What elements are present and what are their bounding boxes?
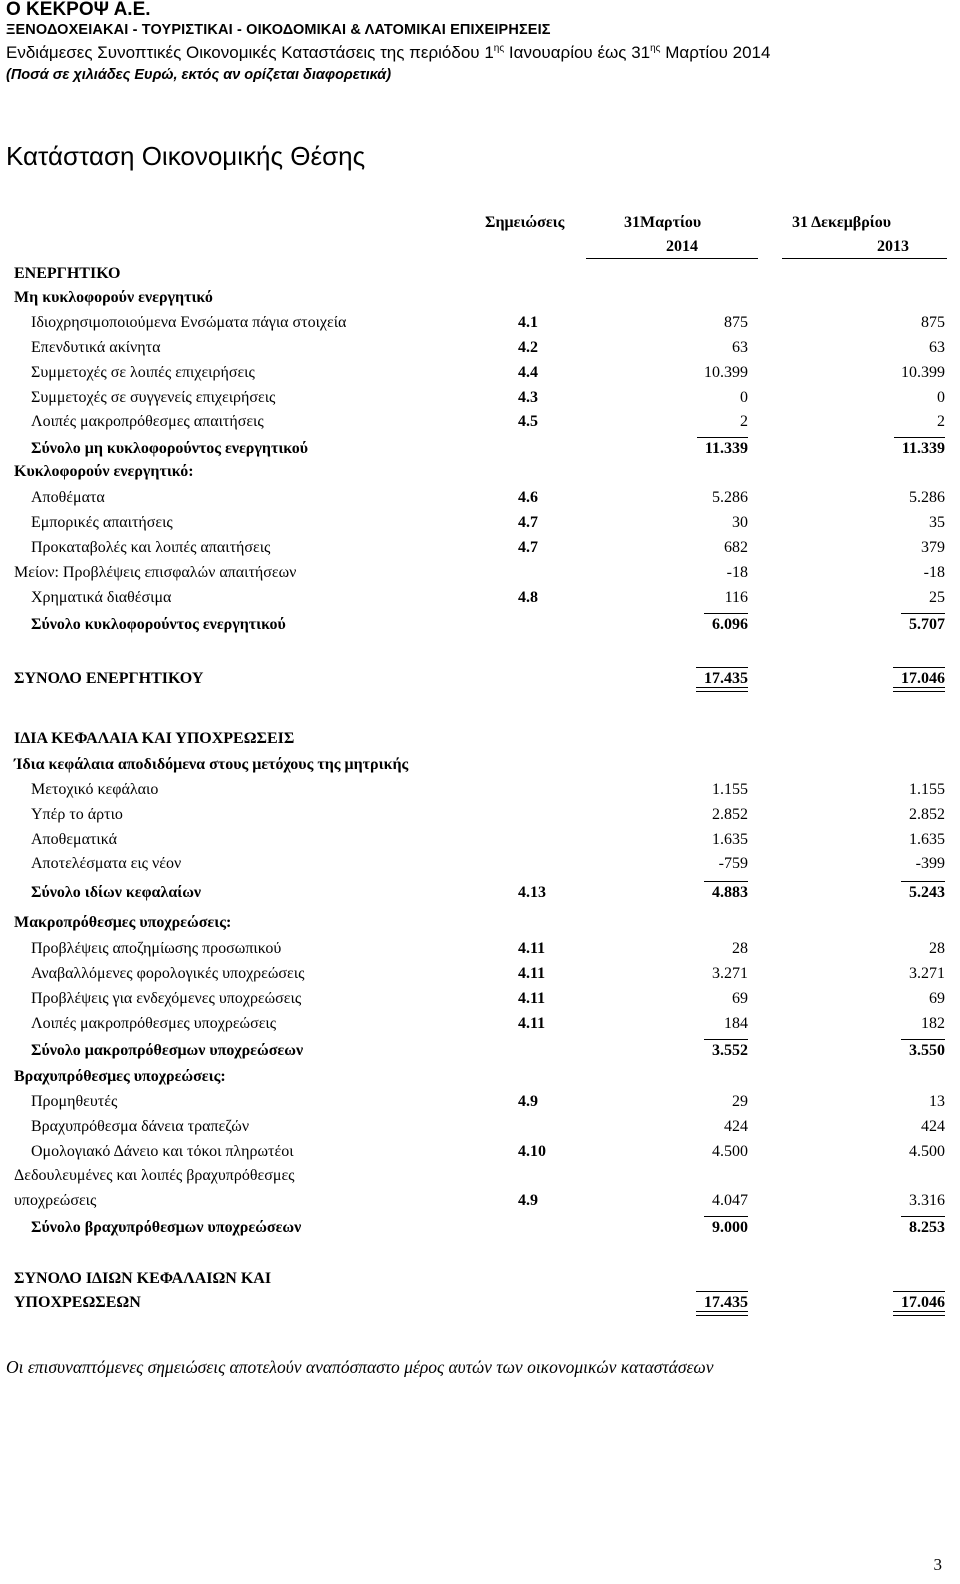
row-note: 4.8 bbox=[518, 589, 538, 606]
row-label: Λοιπές μακροπρόθεσμες υποχρεώσεις bbox=[31, 1015, 277, 1032]
subtotal-row bbox=[0, 1042, 960, 1066]
column-header-current-year: 2014 bbox=[666, 238, 698, 255]
row-label: Μακροπρόθεσμες υποχρεώσεις: bbox=[14, 914, 232, 931]
row-label: Εμπορικές απαιτήσεις bbox=[31, 514, 173, 531]
subtotal-row bbox=[0, 440, 960, 464]
row-label: Αναβαλλόμενες φορολογικές υποχρεώσεις bbox=[31, 965, 305, 982]
table-row bbox=[0, 413, 960, 437]
table-row bbox=[0, 781, 960, 805]
row-value-2013: 379 bbox=[921, 539, 945, 556]
row-value-2013: -18 bbox=[923, 564, 945, 581]
row-value-2014: 6.096 bbox=[712, 616, 748, 633]
row-value-2013: 69 bbox=[929, 990, 945, 1007]
table-row bbox=[0, 990, 960, 1014]
row-value-2013: 17.046 bbox=[901, 1294, 945, 1311]
subtotal-row bbox=[0, 884, 960, 908]
row-value-2013: 35 bbox=[929, 514, 945, 531]
row-value-2013: 11.339 bbox=[901, 440, 945, 457]
row-note: 4.1 bbox=[518, 314, 538, 331]
row-note: 4.11 bbox=[518, 940, 546, 957]
row-value-2013: 424 bbox=[921, 1118, 945, 1135]
table-row bbox=[0, 1270, 960, 1294]
table-row bbox=[0, 339, 960, 363]
header-underline-current bbox=[586, 258, 758, 259]
table-row bbox=[0, 914, 960, 938]
company-activities: ΞΕΝΟΔΟΧΕΙΑΚΑΙ - ΤΟΥΡΙΣΤΙΚΑΙ - ΟΙΚΟΔΟΜΙΚΑΙ & ΛΑΤΟΜΙΚΑΙ ΕΠΙΧΕΙΡΗΣΕΙΣ bbox=[6, 22, 551, 38]
table-row bbox=[0, 1143, 960, 1167]
table-row bbox=[0, 1192, 960, 1216]
row-value-2014: 29 bbox=[732, 1093, 748, 1110]
table-row bbox=[0, 1118, 960, 1142]
row-label: Κυκλοφορούν ενεργητικό: bbox=[14, 463, 194, 480]
row-note: 4.5 bbox=[518, 413, 538, 430]
subtotal-row bbox=[0, 1219, 960, 1243]
row-value-2014: 116 bbox=[724, 589, 748, 606]
table-row bbox=[0, 1015, 960, 1039]
table-row bbox=[0, 965, 960, 989]
sheet-title: Κατάσταση Οικονομικής Θέσης bbox=[6, 141, 366, 171]
row-value-2013: 8.253 bbox=[909, 1219, 945, 1236]
row-value-2013: 13 bbox=[929, 1093, 945, 1110]
table-row bbox=[0, 489, 960, 513]
row-label: ΥΠΟΧΡΕΩΣΕΩΝ bbox=[14, 1294, 141, 1311]
table-row bbox=[0, 364, 960, 388]
period-text-c: Μαρτίου 2014 bbox=[660, 43, 771, 62]
column-header-prior-year: 2013 bbox=[877, 238, 909, 255]
row-label: Σύνολο βραχυπρόθεσμων υποχρεώσεων bbox=[31, 1219, 302, 1236]
row-label: ΣΥΝΟΛΟ ΕΝΕΡΓΗΤΙΚΟΥ bbox=[14, 670, 204, 687]
row-value-2014: 17.435 bbox=[704, 670, 748, 687]
row-label: Αποθέματα bbox=[31, 489, 105, 506]
row-value-2013: 17.046 bbox=[901, 670, 945, 687]
row-value-2013: 3.550 bbox=[909, 1042, 945, 1059]
row-label: ΕΝΕΡΓΗΤΙΚΟ bbox=[14, 265, 121, 282]
row-value-2013: 10.399 bbox=[901, 364, 945, 381]
row-label: Λοιπές μακροπρόθεσμες απαιτήσεις bbox=[31, 413, 264, 430]
table-row bbox=[0, 1167, 960, 1191]
row-value-2014: 4.883 bbox=[712, 884, 748, 901]
row-label: Αποθεματικά bbox=[31, 831, 118, 848]
row-value-2014: 10.399 bbox=[704, 364, 748, 381]
row-value-2014: 875 bbox=[724, 314, 748, 331]
period-text-a: Ενδιάμεσες Συνοπτικές Οικονομικές Καταστάσεις της περιόδου 1 bbox=[6, 43, 494, 62]
table-row bbox=[0, 314, 960, 338]
row-value-2013: 28 bbox=[929, 940, 945, 957]
row-label: Μη κυκλοφορούν ενεργητικό bbox=[14, 289, 213, 306]
row-note: 4.6 bbox=[518, 489, 538, 506]
period-text-b: Ιανουαρίου έως 31 bbox=[504, 43, 651, 62]
header-underline-prior bbox=[782, 258, 947, 259]
row-value-2013: 3.271 bbox=[909, 965, 945, 982]
row-label: ΙΔΙΑ ΚΕΦΑΛΑΙΑ ΚΑΙ ΥΠΟΧΡΕΩΣΕΙΣ bbox=[14, 730, 295, 747]
row-value-2014: -18 bbox=[726, 564, 748, 581]
row-value-2014: 30 bbox=[732, 514, 748, 531]
row-value-2014: 424 bbox=[724, 1118, 748, 1135]
row-value-2013: 1.635 bbox=[909, 831, 945, 848]
row-value-2013: 5.707 bbox=[909, 616, 945, 633]
table-row bbox=[0, 940, 960, 964]
row-label: Χρηματικά διαθέσιμα bbox=[31, 589, 172, 606]
table-row bbox=[0, 730, 960, 754]
table-row bbox=[0, 539, 960, 563]
row-label: Βραχυπρόθεσμα δάνεια τραπεζών bbox=[31, 1118, 250, 1135]
row-value-2014: 69 bbox=[732, 990, 748, 1007]
row-value-2013: 25 bbox=[929, 589, 945, 606]
table-row bbox=[0, 564, 960, 588]
row-value-2014: 63 bbox=[732, 339, 748, 356]
row-value-2013: -399 bbox=[915, 855, 945, 872]
table-row bbox=[0, 389, 960, 413]
table-row bbox=[0, 589, 960, 613]
row-label: Προβλέψεις για ενδεχόμενες υποχρεώσεις bbox=[31, 990, 302, 1007]
row-value-2014: 1.155 bbox=[712, 781, 748, 798]
row-label: Ιδιοχρησιμοποιούμενα Ενσώματα πάγια στοιχεία bbox=[31, 314, 347, 331]
row-label: Συμμετοχές σε συγγενείς επιχειρήσεις bbox=[31, 389, 276, 406]
column-header-notes: Σημειώσεις bbox=[485, 214, 565, 231]
row-value-2013: 182 bbox=[921, 1015, 945, 1032]
subtotal-row bbox=[0, 616, 960, 640]
table-row bbox=[0, 289, 960, 313]
table-row bbox=[0, 265, 960, 289]
row-label: Υπέρ το άρτιο bbox=[31, 806, 123, 823]
row-note: 4.11 bbox=[518, 1015, 546, 1032]
page-number: 3 bbox=[933, 1555, 942, 1574]
row-value-2013: 63 bbox=[929, 339, 945, 356]
row-note: 4.10 bbox=[518, 1143, 546, 1160]
table-row bbox=[0, 806, 960, 830]
row-value-2013: 875 bbox=[921, 314, 945, 331]
column-header-current: 31Μαρτίου bbox=[624, 214, 702, 231]
row-value-2014: 4.500 bbox=[712, 1143, 748, 1160]
row-value-2013: 1.155 bbox=[909, 781, 945, 798]
table-row bbox=[0, 1068, 960, 1092]
report-period bbox=[6, 43, 770, 63]
amounts-note: (Ποσά σε χιλιάδες Ευρώ, εκτός αν ορίζεται διαφορετικά) bbox=[6, 67, 392, 83]
row-label: ΣΥΝΟΛΟ ΙΔΙΩΝ ΚΕΦΑΛΑΙΩΝ ΚΑΙ bbox=[14, 1270, 272, 1287]
row-value-2014: 11.339 bbox=[704, 440, 748, 457]
row-value-2014: 2 bbox=[740, 413, 748, 430]
row-label: Προβλέψεις αποζημίωσης προσωπικού bbox=[31, 940, 282, 957]
table-row bbox=[0, 831, 960, 855]
row-value-2014: 184 bbox=[724, 1015, 748, 1032]
row-label: Ίδια κεφάλαια αποδιδόμενα στους μετόχους της μητρικής bbox=[14, 756, 409, 773]
row-value-2014: 3.552 bbox=[712, 1042, 748, 1059]
row-label: Σύνολο ιδίων κεφαλαίων bbox=[31, 884, 202, 901]
row-note: 4.11 bbox=[518, 990, 546, 1007]
row-note: 4.11 bbox=[518, 965, 546, 982]
row-label: Σύνολο μακροπρόθεσμων υποχρεώσεων bbox=[31, 1042, 304, 1059]
row-value-2014: 5.286 bbox=[712, 489, 748, 506]
row-label: Επενδυτικά ακίνητα bbox=[31, 339, 161, 356]
row-value-2014: 9.000 bbox=[712, 1219, 748, 1236]
footer-note: Οι επισυναπτόμενες σημειώσεις αποτελούν αναπόσπαστο μέρος αυτών των οικονομικών καταστάσεων bbox=[6, 1357, 714, 1377]
column-header-prior: 31 Δεκεμβρίου bbox=[792, 214, 892, 231]
row-value-2014: 28 bbox=[732, 940, 748, 957]
row-note: 4.3 bbox=[518, 389, 538, 406]
row-label: Σύνολο μη κυκλοφορούντος ενεργητικού bbox=[31, 440, 308, 457]
row-label: Δεδουλευμένες και λοιπές βραχυπρόθεσμες bbox=[14, 1167, 295, 1184]
row-note: 4.9 bbox=[518, 1192, 538, 1209]
table-row bbox=[0, 463, 960, 487]
row-value-2014: 2.852 bbox=[712, 806, 748, 823]
row-label: Ομολογιακό Δάνειο και τόκοι πληρωτέοι bbox=[31, 1143, 294, 1160]
row-value-2014: 0 bbox=[740, 389, 748, 406]
row-note: 4.2 bbox=[518, 339, 538, 356]
row-value-2013: 5.286 bbox=[909, 489, 945, 506]
table-row bbox=[0, 514, 960, 538]
row-value-2013: 4.500 bbox=[909, 1143, 945, 1160]
total-row bbox=[0, 1294, 960, 1318]
row-value-2014: -759 bbox=[718, 855, 748, 872]
row-label: Αποτελέσματα εις νέον bbox=[31, 855, 182, 872]
row-value-2014: 3.271 bbox=[712, 965, 748, 982]
row-note: 4.7 bbox=[518, 514, 538, 531]
row-value-2014: 4.047 bbox=[712, 1192, 748, 1209]
period-sup-1: ης bbox=[493, 43, 505, 54]
row-value-2013: 2.852 bbox=[909, 806, 945, 823]
row-label: Σύνολο κυκλοφορούντος ενεργητικού bbox=[31, 616, 286, 633]
row-label: Συμμετοχές σε λοιπές επιχειρήσεις bbox=[31, 364, 255, 381]
table-row bbox=[0, 855, 960, 879]
row-label: υποχρεώσεις bbox=[14, 1192, 97, 1209]
row-note: 4.9 bbox=[518, 1093, 538, 1110]
row-label: Βραχυπρόθεσμες υποχρεώσεις: bbox=[14, 1068, 226, 1085]
company-name: Ο ΚΕΚΡΟΨ Α.Ε. bbox=[6, 0, 151, 20]
table-row bbox=[0, 1093, 960, 1117]
row-value-2013: 2 bbox=[937, 413, 945, 430]
row-label: Μείον: Προβλέψεις επισφαλών απαιτήσεων bbox=[14, 564, 297, 581]
row-value-2014: 17.435 bbox=[704, 1294, 748, 1311]
row-value-2013: 5.243 bbox=[909, 884, 945, 901]
row-value-2013: 3.316 bbox=[909, 1192, 945, 1209]
period-sup-2: ης bbox=[650, 43, 661, 54]
row-value-2013: 0 bbox=[937, 389, 945, 406]
row-note: 4.13 bbox=[518, 884, 546, 901]
row-value-2014: 682 bbox=[724, 539, 748, 556]
table-row bbox=[0, 756, 960, 780]
row-label: Προμηθευτές bbox=[31, 1093, 118, 1110]
row-value-2014: 1.635 bbox=[712, 831, 748, 848]
row-label: Προκαταβολές και λοιπές απαιτήσεις bbox=[31, 539, 271, 556]
total-row bbox=[0, 670, 960, 694]
row-label: Μετοχικό κεφάλαιο bbox=[31, 781, 159, 798]
row-note: 4.4 bbox=[518, 364, 538, 381]
row-note: 4.7 bbox=[518, 539, 538, 556]
